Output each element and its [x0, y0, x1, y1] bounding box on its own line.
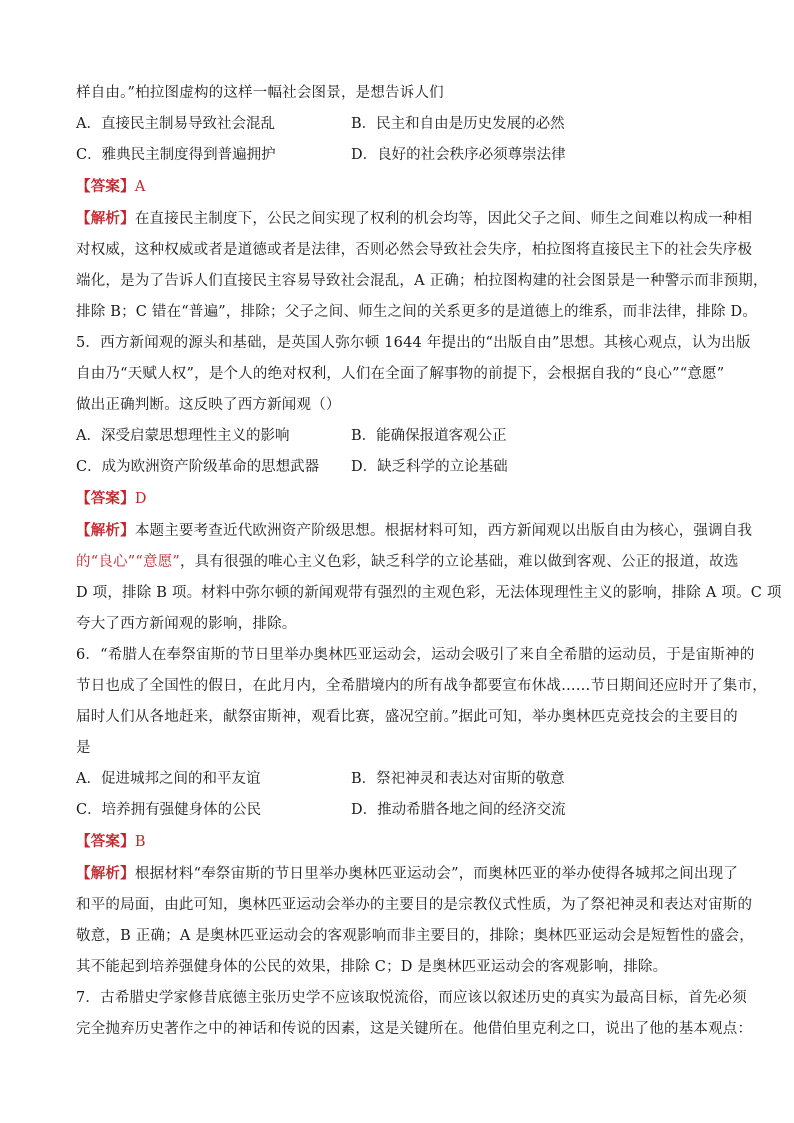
q7-stem-line: 完全抛弃历史著作之中的神话和传说的因素，这是关键所在。他借伯里克利之口，说出了他的基本观点：	[76, 1021, 753, 1037]
q5-options-row-2	[76, 452, 726, 483]
q6-analysis-line: 敬意，B 正确；A 是奥林匹亚运动会的客观影响而非主要目的，排除；奥林匹亚运动会是短暂性的盛会，	[76, 928, 754, 944]
analysis-text: 在直接民主制度下，公民之间实现了权利的机会均等，因此父子之间、师生之间难以构成一种相	[134, 211, 753, 227]
q4-option-c: C．雅典民主制度得到普遍拥护	[76, 147, 276, 163]
q4-analysis-line: 对权威，这种权威或者是道德或者是法律，否则必然会导致社会失序，柏拉图将直接民主下的社会失序极	[76, 242, 753, 258]
q5-stem-line: 做出正确判断。这反映了西方新闻观（）	[76, 397, 341, 413]
q6-analysis-line: 和平的局面，由此可知，奥林匹亚运动会举办的主要目的是宗教仪式性质，为了祭祀神灵和表达对宙斯的	[76, 897, 753, 913]
q4-options-row-2	[76, 140, 726, 171]
q4-options-row-1	[76, 109, 726, 140]
q5-analysis-line: D 项，排除 B 项。材料中弥尔顿的新闻观带有强烈的主观色彩，无法体现理性主义的影响，排除 A 项。C 项	[76, 585, 782, 601]
q4-stem-tail: 样自由。”柏拉图虚构的这样一幅社会图景，是想告诉人们	[76, 85, 444, 101]
q6-analysis-line	[76, 858, 739, 890]
q5-option-b: B．能确保报道客观公正	[351, 428, 507, 444]
q5-analysis-line	[76, 515, 753, 547]
q6-options-row-2	[76, 795, 726, 826]
q6-option-c: C．培养拥有强健身体的公民	[76, 802, 262, 818]
analysis-text: 根据材料“奉祭宙斯的节日里举办奥林匹亚运动会”，而奥林匹亚的举办使得各城邦之间出现了	[134, 866, 739, 882]
q5-option-d: D．缺乏科学的立论基础	[351, 459, 508, 475]
q6-option-b: B．祭祀神灵和表达对宙斯的敬意	[351, 771, 565, 787]
q6-analysis-line: 其不能起到培养强健身体的公民的效果，排除 C；D 是奥林匹亚运动会的客观影响，排除。	[76, 959, 668, 975]
q4-option-d: D．良好的社会秩序必须尊崇法律	[351, 147, 566, 163]
q4-analysis-line: 端化，是为了告诉人们直接民主容易导致社会混乱，A 正确；柏拉图构建的社会图景是一种警示而非预期，	[76, 273, 768, 289]
answer-value: D	[134, 491, 147, 507]
answer-value: A	[134, 179, 146, 195]
q5-stem-line: 5．西方新闻观的源头和基础，是英国人弥尔顿 1644 年提出的“出版自由”思想。其核心观点，认为出版	[76, 335, 751, 351]
q5-analysis-line: 夸大了西方新闻观的影响，排除。	[76, 616, 297, 632]
answer-tag: 【答案】	[76, 178, 135, 195]
q5-options-row-1	[76, 421, 726, 452]
analysis-tag: 【解析】	[76, 865, 135, 882]
exam-page	[76, 78, 782, 1045]
answer-tag: 【答案】	[76, 833, 135, 850]
q4-answer	[76, 171, 726, 203]
q6-option-a: A．促进城邦之间的和平友谊	[76, 771, 261, 787]
q5-option-c: C．成为欧洲资产阶级革命的思想武器	[76, 459, 320, 475]
q6-option-d: D．推动希腊各地之间的经济交流	[351, 802, 566, 818]
analysis-quote: 的“良心”“意愿”	[76, 554, 180, 570]
q5-answer	[76, 483, 726, 515]
q5-stem-line: 自由乃“天赋人权”，是个人的绝对权利，人们在全面了解事物的前提下，会根据自我的“良心”“意愿”	[76, 366, 725, 382]
q6-stem-line: 届时人们从各地赶来，献祭宙斯神，观看比赛，盛况空前。”据此可知，举办奥林匹克竞技会的主要目的	[76, 709, 738, 725]
answer-value: B	[134, 834, 146, 850]
q6-stem-line: 6．“希腊人在奉祭宙斯的节日里举办奥林匹亚运动会，运动会吸引了来自全希腊的运动员，于是宙斯神的	[76, 647, 755, 663]
q5-analysis-line	[76, 547, 739, 578]
q7-stem-line: 7．古希腊史学家修昔底德主张历史学不应该取悦流俗，而应该以叙述历史的真实为最高目标，首先必须	[76, 990, 747, 1006]
q6-stem-line: 是	[76, 740, 91, 756]
q6-options-row-1	[76, 764, 726, 795]
q4-analysis-line: 排除 B；C 错在“普遍”，排除；父子之间、师生之间的关系更多的是道德上的维系，而非法律，排除 D。	[76, 304, 758, 320]
answer-tag: 【答案】	[76, 490, 135, 507]
q4-analysis-line	[76, 203, 753, 235]
q5-option-a: A．深受启蒙思想理性主义的影响	[76, 428, 290, 444]
analysis-tag: 【解析】	[76, 522, 135, 539]
q4-option-a: A．直接民主制易导致社会混乱	[76, 116, 275, 132]
q6-answer	[76, 826, 726, 858]
analysis-text: ，具有很强的唯心主义色彩，缺乏科学的立论基础，难以做到客观、公正的报道，故选	[179, 554, 739, 570]
q4-option-b: B．民主和自由是历史发展的必然	[351, 116, 565, 132]
q6-stem-line: 节日也成了全国性的假日，在此月内，全希腊境内的所有战争都要宣布休战……节日期间还应时开了集市，	[76, 678, 767, 694]
analysis-text: 本题主要考查近代欧洲资产阶级思想。根据材料可知，西方新闻观以出版自由为核心，强调自我	[134, 523, 753, 539]
analysis-tag: 【解析】	[76, 210, 135, 227]
